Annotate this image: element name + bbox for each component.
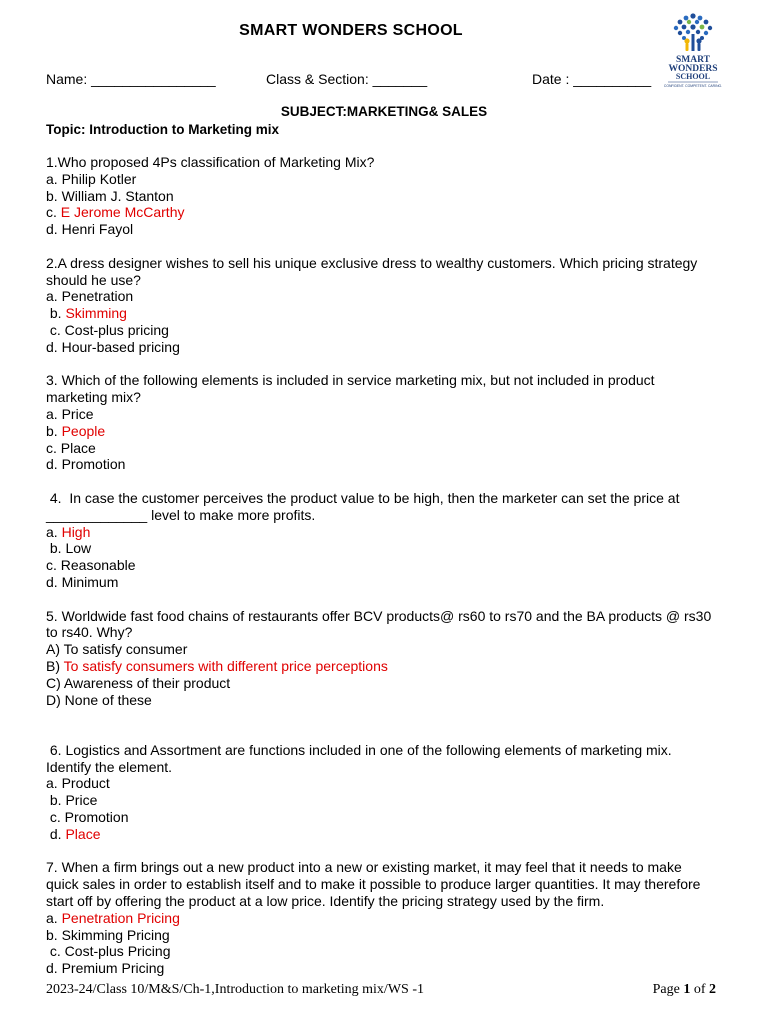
logo-line3: SCHOOL (675, 72, 711, 81)
option-text: Place (65, 825, 101, 842)
option (46, 792, 716, 809)
option-prefix: c. (46, 439, 61, 456)
option-correct (46, 524, 716, 541)
page-word: Page (652, 982, 680, 997)
option (46, 406, 716, 423)
option (46, 809, 716, 826)
question-1 (46, 154, 716, 238)
option-text: Hour-based pricing (61, 338, 180, 355)
question-6 (46, 742, 716, 843)
option-text: Cost-plus Pricing (64, 943, 171, 960)
class-section-field: Class & Section: _______ (266, 71, 428, 87)
option-correct (46, 826, 716, 843)
option (46, 557, 716, 574)
question-text: 6. Logistics and Assortment are functions included in one of the following elements of marketing mix. Identify the element. (46, 741, 676, 775)
option-prefix: a. (46, 909, 62, 926)
option-text: None of these (64, 691, 152, 708)
topic-heading: Topic: Introduction to Marketing mix (46, 122, 279, 137)
option-text: Skimming (65, 305, 127, 322)
option (46, 322, 716, 339)
option-correct (46, 204, 716, 221)
option (46, 540, 716, 557)
option-prefix: d. (46, 573, 62, 590)
date-field: Date : __________ (532, 71, 652, 87)
option-text: Penetration Pricing (61, 909, 180, 926)
question-text: 5. Worldwide fast food chains of restaurants offer BCV products@ rs60 to rs70 and the BA products @ rs30 to rs40. Why? (46, 607, 716, 641)
option-prefix: b. (46, 422, 62, 439)
option-prefix: b. (46, 540, 66, 557)
option-prefix: d. (46, 338, 62, 355)
option-text: William J. Stanton (61, 187, 174, 204)
question-4 (46, 490, 716, 591)
option (46, 456, 716, 473)
option-text: To satisfy consumer (63, 641, 188, 658)
page-current: 1 (683, 982, 691, 997)
option-text: Promotion (64, 809, 129, 826)
option-correct (46, 305, 716, 322)
option (46, 960, 716, 977)
option-prefix: C) (46, 674, 64, 691)
option-prefix: d. (46, 456, 62, 473)
option (46, 775, 716, 792)
option (46, 288, 716, 305)
question-3 (46, 372, 716, 473)
option-text: Cost-plus pricing (64, 321, 169, 338)
page-total: 2 (709, 982, 716, 997)
option (46, 692, 716, 709)
logo-tree-icon (674, 13, 712, 51)
option (46, 675, 716, 692)
question-text: 4. In case the customer perceives the product value to be high, then the marketer can set the price at _____________ level to make more profits. (46, 489, 680, 523)
question-2 (46, 255, 716, 356)
option-prefix: b. (46, 792, 66, 809)
option (46, 339, 716, 356)
option-prefix: a. (46, 523, 62, 540)
question-text: 3. Which of the following elements is included in service marketing mix, but not included in product marketing mix? (46, 372, 659, 406)
option-text: High (61, 523, 91, 540)
school-name: SMART WONDERS SCHOOL (239, 22, 463, 39)
option-prefix: c. (46, 321, 65, 338)
option-text: Minimum (61, 573, 119, 590)
option (46, 440, 716, 457)
option-correct (46, 910, 716, 927)
option-text: Price (61, 405, 94, 422)
option-text: Promotion (61, 456, 126, 473)
option-text: Henri Fayol (61, 221, 134, 238)
option-prefix: a. (46, 288, 62, 305)
option-text: People (61, 422, 106, 439)
school-logo (662, 10, 724, 90)
logo-line2: WONDERS (668, 64, 718, 74)
footer-reference: 2023-24/Class 10/M&S/Ch-1,Introduction to marketing mix/WS -1 (46, 982, 424, 997)
subject-heading: SUBJECT:MARKETING& SALES (280, 104, 488, 119)
option-prefix: c. (46, 204, 61, 221)
option-prefix: b. (46, 926, 62, 943)
option-prefix: d. (46, 825, 66, 842)
option (46, 574, 716, 591)
option-prefix: A) (46, 641, 64, 658)
logo-tagline: CONFIDENT. COMPETENT. CARING. (663, 84, 723, 88)
option-prefix: a. (46, 405, 62, 422)
option-prefix: b. (46, 305, 66, 322)
option-text: Low (65, 540, 92, 557)
option-text: Awareness of their product (63, 674, 231, 691)
option-prefix: d. (46, 960, 62, 977)
option-prefix: a. (46, 170, 62, 187)
option-text: Place (60, 439, 96, 456)
name-field: Name: ________________ (46, 71, 216, 87)
logo-line1: SMART (676, 55, 710, 65)
option (46, 943, 716, 960)
option-text: Philip Kotler (61, 170, 137, 187)
option-text: Skimming Pricing (61, 926, 170, 943)
option-correct (46, 658, 716, 675)
option-text: Premium Pricing (61, 960, 165, 977)
question-text: 2.A dress designer wishes to sell his unique exclusive dress to wealthy customers. Which pricing strategy should he use? (46, 254, 702, 288)
option-prefix: B) (46, 657, 64, 674)
option (46, 171, 716, 188)
option-prefix: D) (46, 691, 65, 708)
option-text: To satisfy consumers with different price perceptions (63, 657, 388, 674)
option-text: Price (65, 792, 98, 809)
option-prefix: b. (46, 187, 62, 204)
option-text: Penetration (61, 288, 134, 305)
option-prefix: d. (46, 221, 62, 238)
option-prefix: c. (46, 557, 61, 574)
question-list (46, 154, 716, 994)
option (46, 927, 716, 944)
option (46, 641, 716, 658)
question-text: 1.Who proposed 4Ps classification of Marketing Mix? (46, 154, 375, 170)
page-of: of (693, 982, 706, 997)
option (46, 221, 716, 238)
option (46, 188, 716, 205)
option-prefix: c. (46, 809, 65, 826)
option-text: Reasonable (60, 557, 136, 574)
question-text: 7. When a firm brings out a new product into a new or existing market, it may feel that it needs to make quick sales in order to establish itself and to make it possible to produce larger quantities. It may therefore start off by offering the product at a low price. Identify the pricing strategy used by the firm. (46, 859, 705, 910)
option-prefix: c. (46, 943, 65, 960)
question-5 (46, 608, 716, 709)
option-prefix: a. (46, 775, 62, 792)
option-text: Product (61, 775, 110, 792)
option-correct (46, 423, 716, 440)
page-number (653, 982, 716, 998)
question-7 (46, 859, 716, 977)
option-text: E Jerome McCarthy (60, 204, 185, 221)
